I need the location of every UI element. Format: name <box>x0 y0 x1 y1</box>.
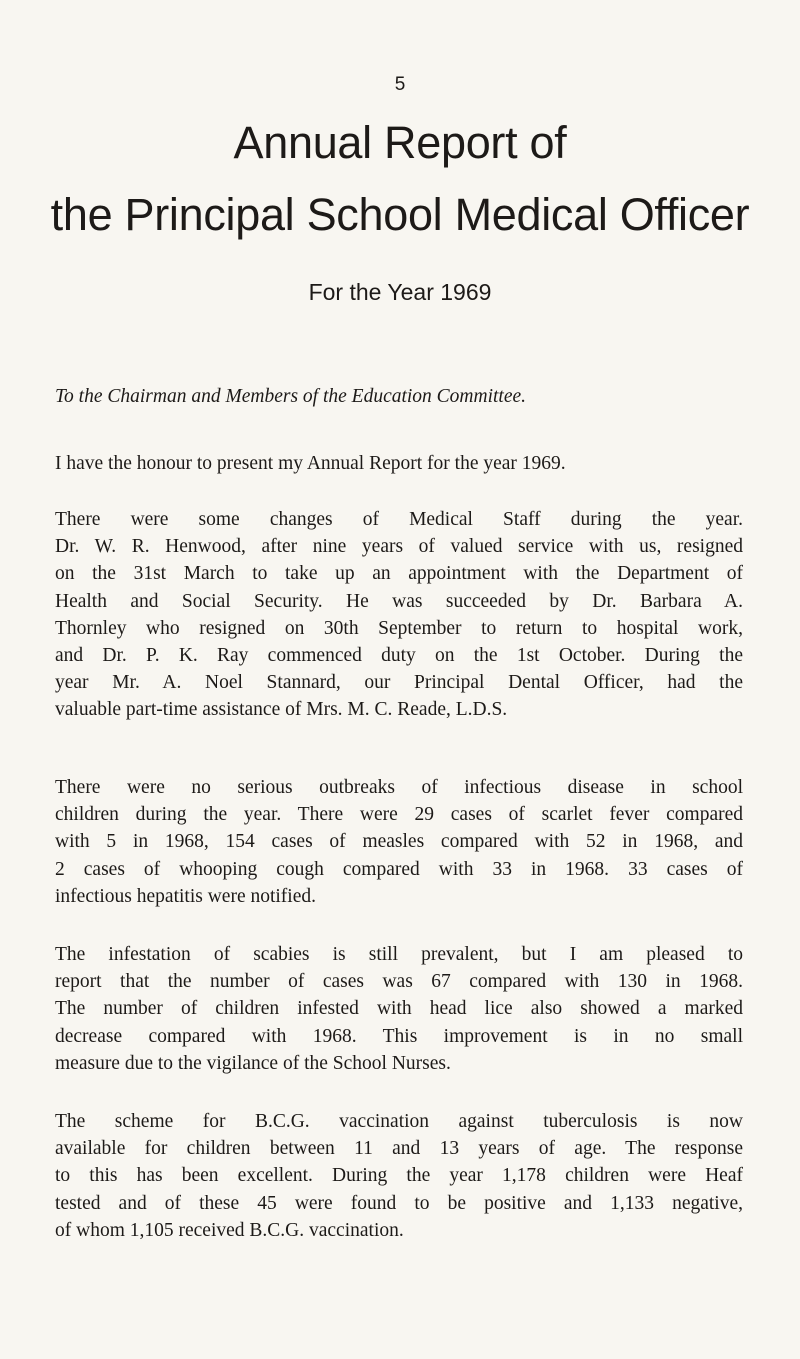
paragraph-line: children during the year. There were 29 cases of scarlet fever compared <box>55 804 743 826</box>
paragraph-line: The infestation of scabies is still prevalent, but I am pleased to <box>55 944 743 965</box>
paragraph-line: with 5 in 1968, 154 cases of measles compared with 52 in 1968, and <box>55 831 743 853</box>
paragraph-line: report that the number of cases was 67 compared with 130 in 1968. <box>55 971 743 993</box>
paragraph-line: measure due to the vigilance of the School Nurses. <box>55 1052 451 1074</box>
salutation: To the Chairman and Members of the Education Committee. <box>55 386 527 407</box>
paragraph-line: Thornley who resigned on 30th September to return to hospital work, <box>55 617 743 639</box>
paragraph-line: on the 31st March to take up an appointment with the Department of <box>55 563 743 585</box>
paragraph-line: There were no serious outbreaks of infectious disease in school <box>55 777 743 798</box>
paragraph-scabies <box>55 941 743 1077</box>
paragraph-medical-staff <box>55 506 743 724</box>
paragraph-line: infectious hepatitis were notified. <box>55 885 317 907</box>
paragraph-intro <box>55 450 743 477</box>
report-title-line-1: Annual Report of <box>233 117 567 168</box>
paragraph-line: and Dr. P. K. Ray commenced duty on the 1st October. During the <box>55 645 743 667</box>
paragraph-line: Dr. W. R. Henwood, after nine years of valued service with us, resigned <box>55 536 743 558</box>
paragraph-bcg-vaccination <box>55 1108 743 1244</box>
paragraph-line: The number of children infested with head lice also showed a marked <box>55 998 743 1020</box>
paragraph-line: The scheme for B.C.G. vaccination against tuberculosis is now <box>55 1111 743 1132</box>
paragraph-line: There were some changes of Medical Staff during the year. <box>55 509 743 530</box>
paragraph-line: Health and Social Security. He was succeeded by Dr. Barbara A. <box>55 590 743 612</box>
paragraph-line: valuable part-time assistance of Mrs. M. C. Reade, L.D.S. <box>55 699 508 721</box>
paragraph-infectious-disease <box>55 774 743 910</box>
paragraph-line: I have the honour to present my Annual Report for the year 1969. <box>55 453 566 474</box>
paragraph-line: of whom 1,105 received B.C.G. vaccination. <box>55 1219 404 1241</box>
paragraph-line: tested and of these 45 were found to be positive and 1,133 negative, <box>55 1192 743 1214</box>
page-number: 5 <box>394 74 406 95</box>
report-year-subtitle: For the Year 1969 <box>308 279 492 305</box>
paragraph-line: to this has been excellent. During the year 1,178 children were Heaf <box>55 1165 743 1187</box>
paragraph-line: available for children between 11 and 13 years of age. The response <box>55 1138 743 1160</box>
paragraph-line: 2 cases of whooping cough compared with 33 in 1968. 33 cases of <box>55 858 743 880</box>
report-title-line-2: the Principal School Medical Officer <box>50 189 750 240</box>
paragraph-line: decrease compared with 1968. This improvement is in no small <box>55 1025 743 1047</box>
paragraph-line: year Mr. A. Noel Stannard, our Principal Dental Officer, had the <box>55 672 743 694</box>
